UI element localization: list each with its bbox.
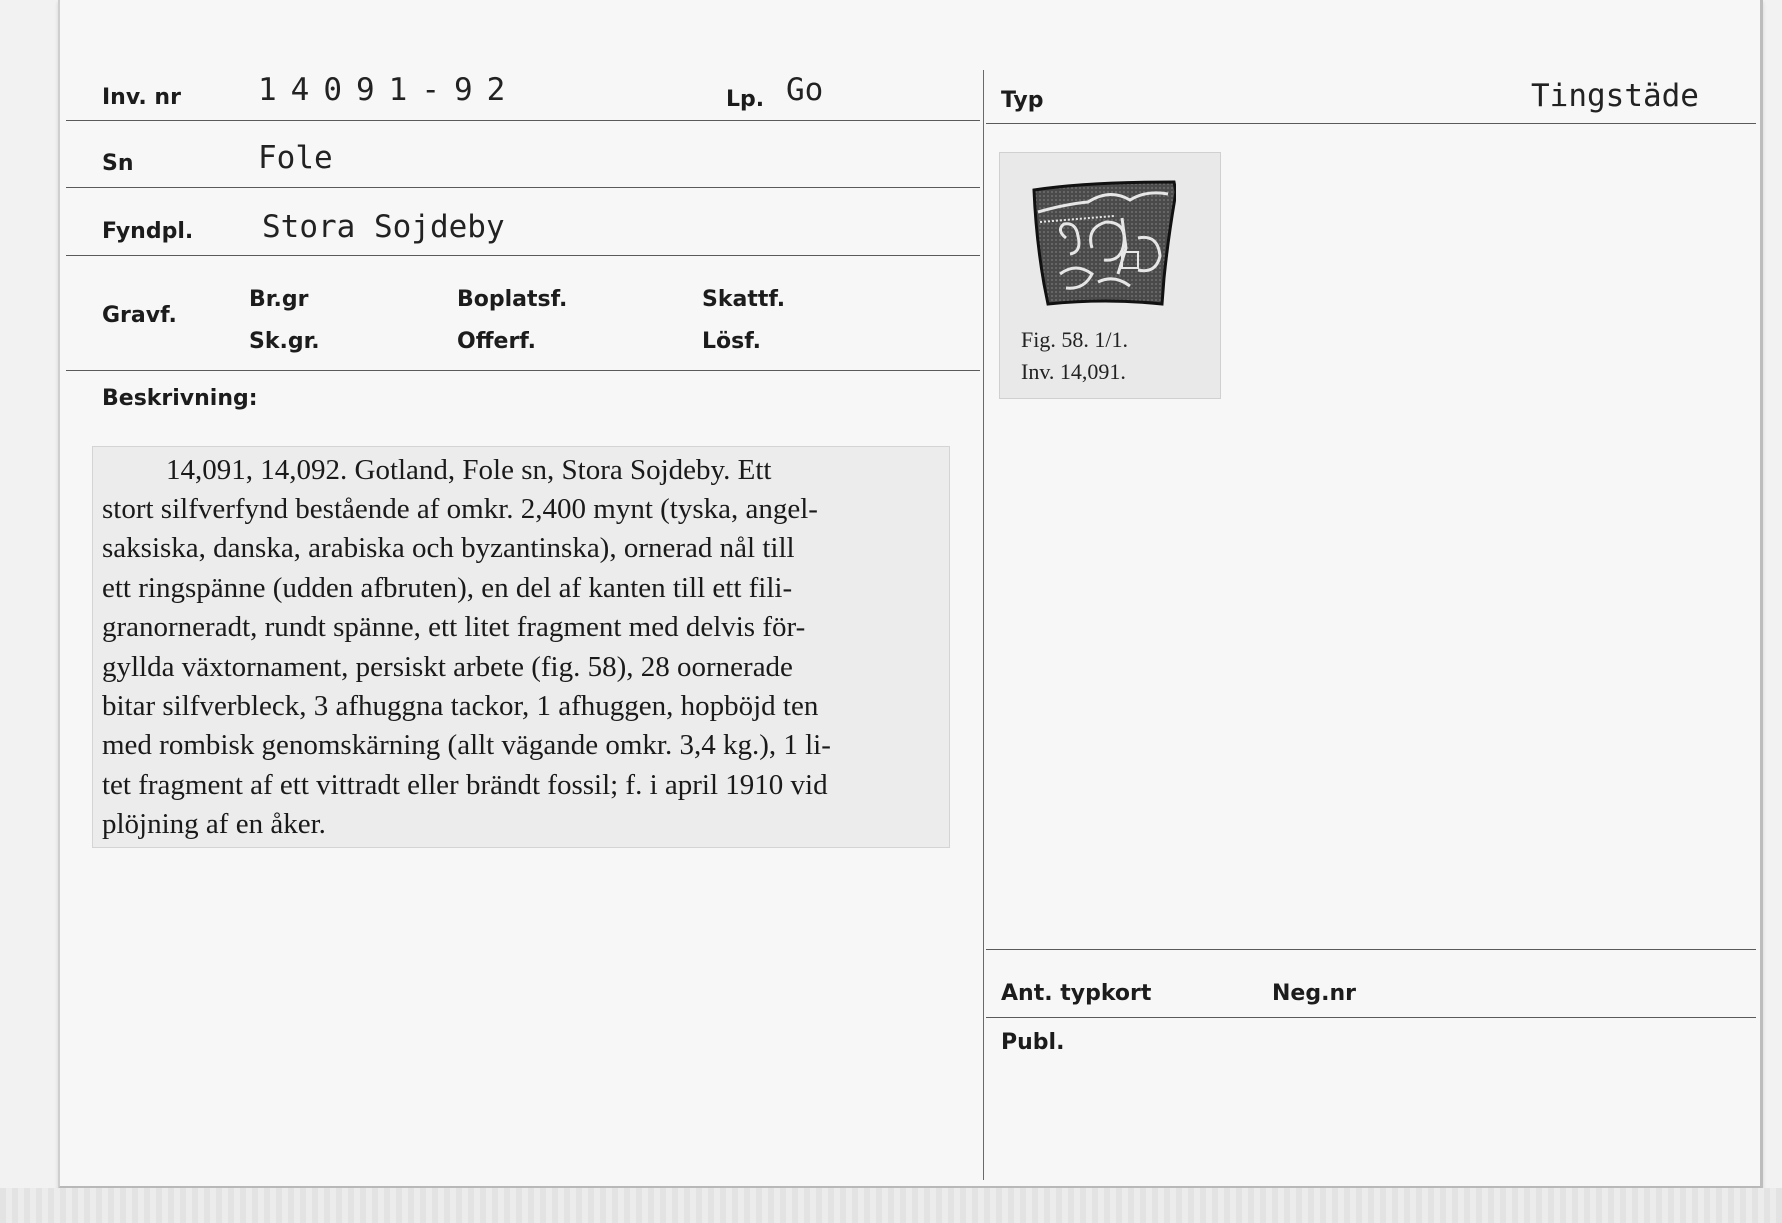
publ-label: Publ. — [1001, 1030, 1065, 1055]
figure-caption-line1: Fig. 58. 1/1. — [1021, 327, 1128, 352]
description-line: bitar silfverbleck, 3 afhuggna tackor, 1 afhuggen, hopböjd ten — [102, 690, 819, 722]
scan-edge-strip — [0, 1188, 1782, 1223]
skgr-label: Sk.gr. — [249, 329, 320, 354]
description-line: 14,091, 14,092. Gotland, Fole sn, Stora Sojdeby. Ett — [166, 454, 772, 486]
beskrivning-label: Beskrivning: — [102, 386, 258, 411]
rule-typ — [986, 123, 1756, 124]
rule-fyndpl — [66, 255, 980, 256]
column-divider — [983, 70, 984, 1180]
rule-ant-bottom — [986, 1017, 1756, 1018]
rule-inv — [66, 120, 980, 121]
gravf-label: Gravf. — [102, 303, 177, 328]
ant-typkort-label: Ant. typkort — [1001, 981, 1152, 1006]
description-line: med rombisk genomskärning (allt vägande omkr. 3,4 kg.), 1 li- — [102, 729, 831, 761]
description-line: granorneradt, rundt spänne, ett litet fragment med delvis för- — [102, 611, 806, 643]
rule-ant-top — [986, 949, 1756, 950]
typ-value: Tingstäde — [1531, 78, 1699, 114]
sn-value: Fole — [258, 140, 333, 176]
typ-label: Typ — [1001, 88, 1044, 113]
inv-nr-label: Inv. nr — [102, 85, 181, 110]
description-line: stort silfverfynd bestående af omkr. 2,400 mynt (tyska, angel- — [102, 493, 818, 525]
inv-nr-value: 14091-92 — [258, 72, 520, 108]
neg-nr-label: Neg.nr — [1272, 981, 1356, 1006]
sn-label: Sn — [102, 151, 134, 176]
brgr-label: Br.gr — [249, 287, 309, 312]
rule-sn — [66, 187, 980, 188]
lp-label: Lp. — [726, 87, 765, 112]
fyndpl-value: Stora Sojdeby — [262, 209, 505, 245]
figure-caption-line2: Inv. 14,091. — [1021, 359, 1126, 384]
fyndpl-label: Fyndpl. — [102, 219, 194, 244]
description-line: plöjning af en åker. — [102, 808, 326, 840]
boplatsf-label: Boplatsf. — [457, 287, 568, 312]
description-line: saksiska, danska, arabiska och byzantinska), ornerad nål till — [102, 532, 795, 564]
description-line: gyllda växtornament, persiskt arbete (fig. 58), 28 oornerade — [102, 651, 793, 683]
description-line: tet fragment af ett vittradt eller brändt fossil; f. i april 1910 vid — [102, 769, 828, 801]
skattf-label: Skattf. — [702, 287, 786, 312]
rule-gravf — [66, 370, 980, 371]
offerf-label: Offerf. — [457, 329, 537, 354]
lp-value: Go — [786, 72, 824, 108]
artifact-fragment-image — [1026, 178, 1176, 310]
losf-label: Lösf. — [702, 329, 761, 354]
description-line: ett ringspänne (udden afbruten), en del af kanten till ett fili- — [102, 572, 793, 604]
